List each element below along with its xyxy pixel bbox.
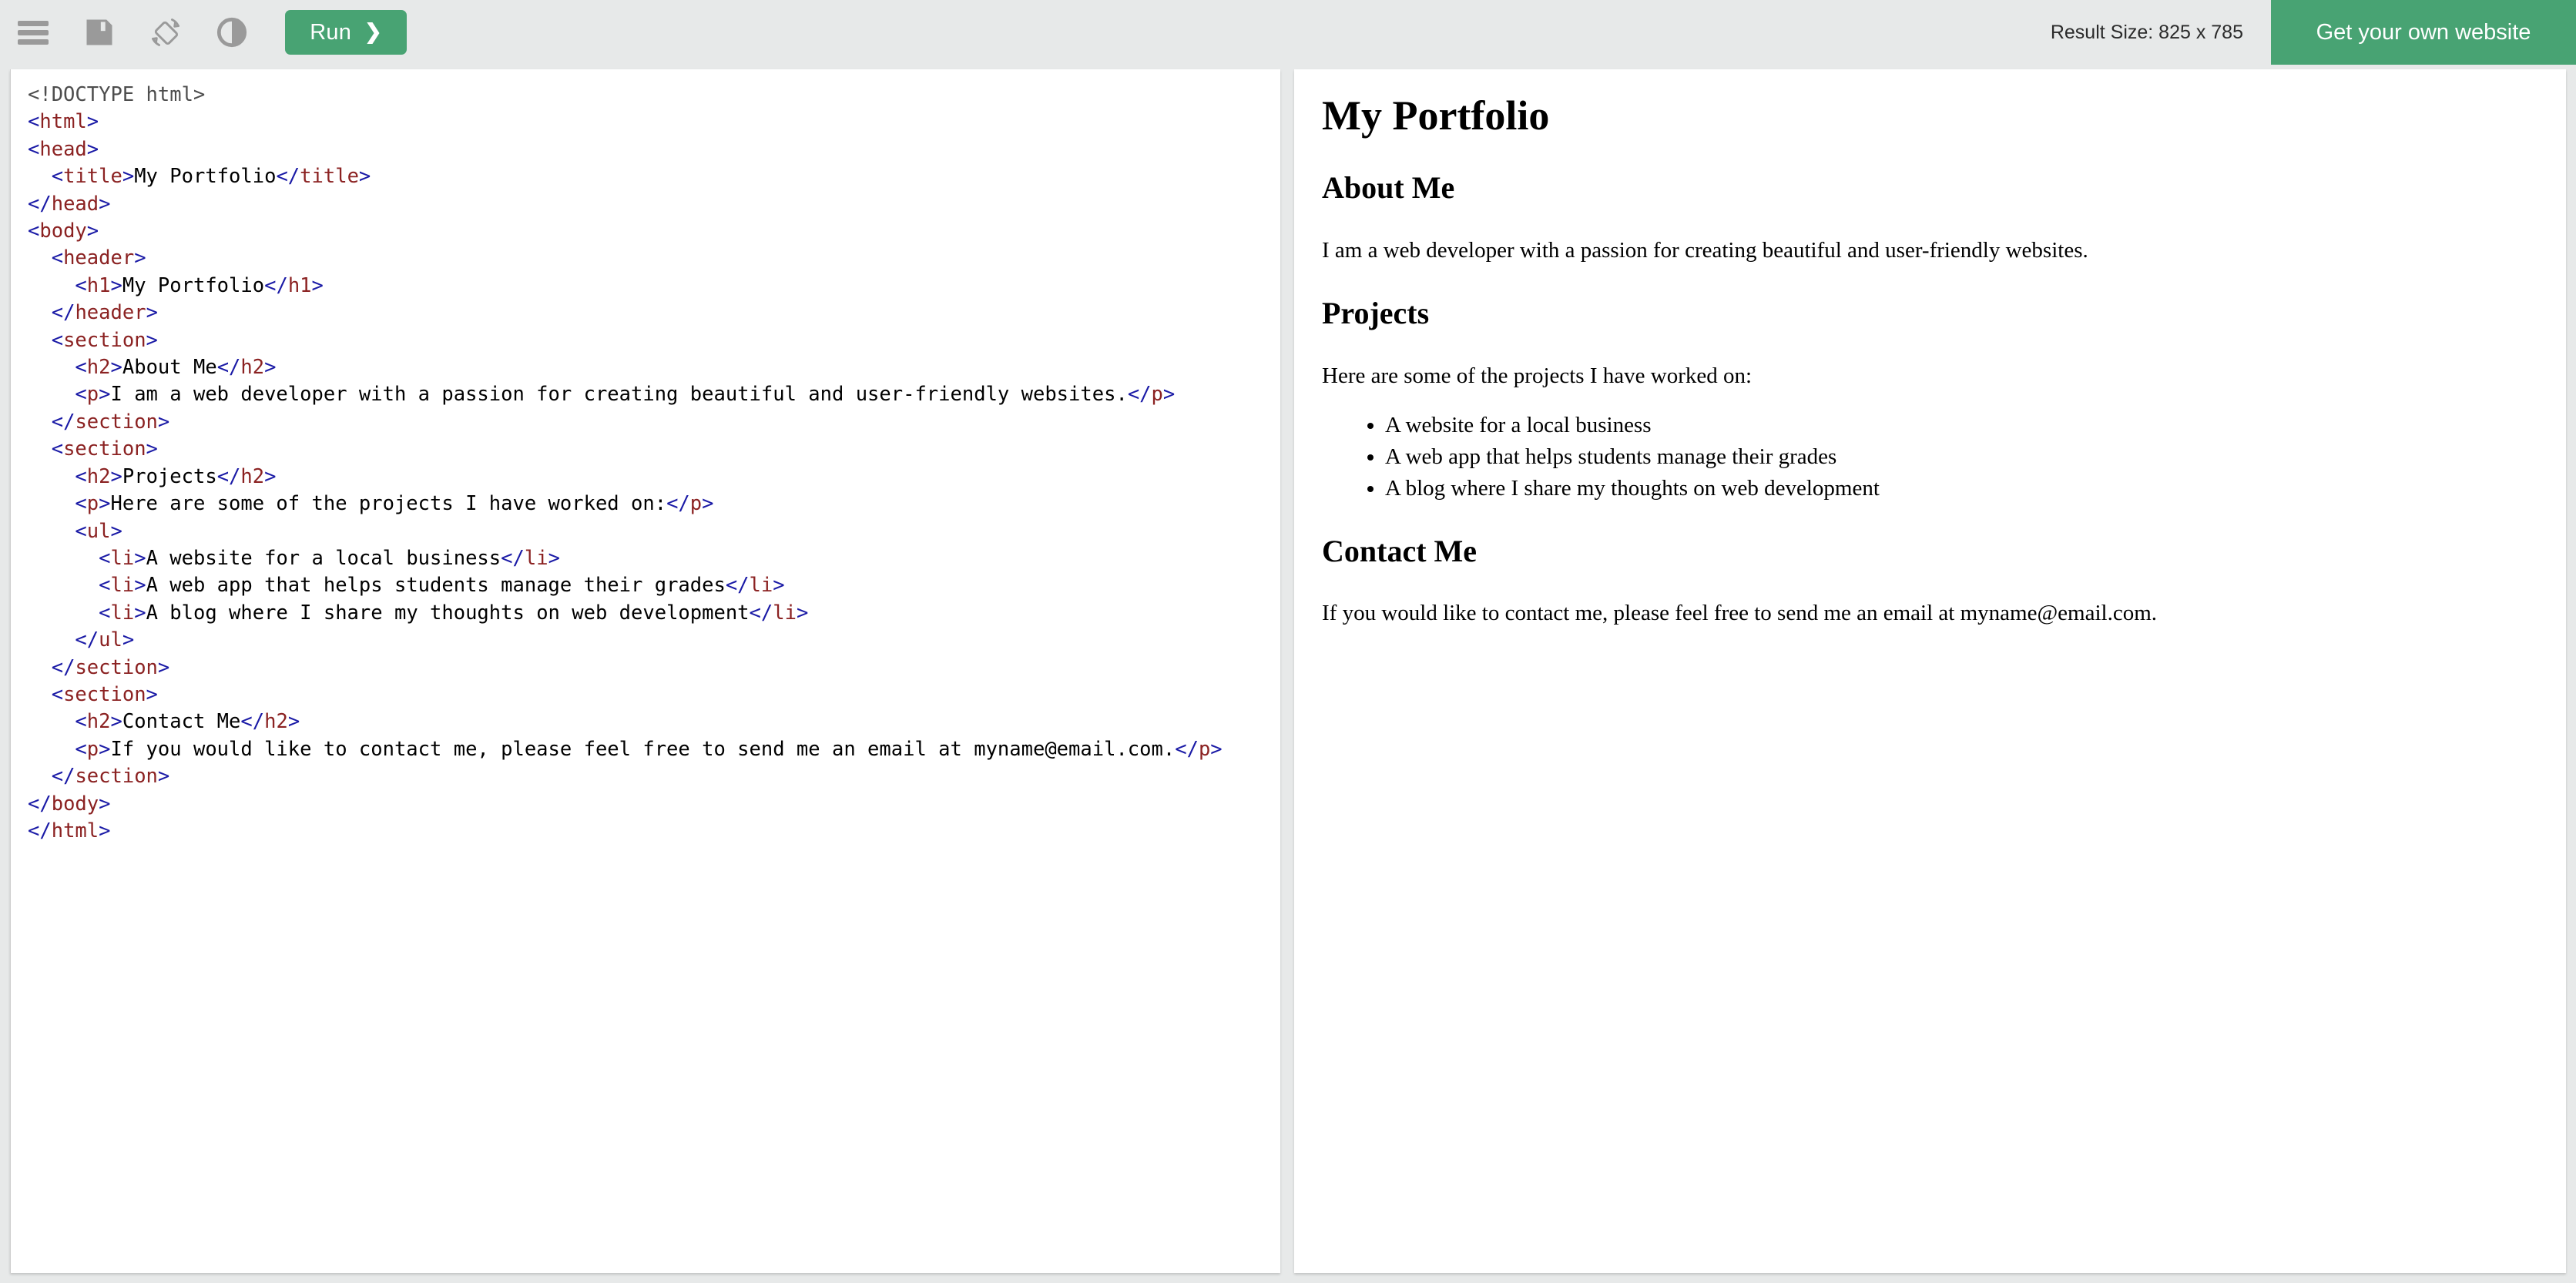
code-token-punct: > bbox=[122, 628, 135, 652]
code-line bbox=[28, 736, 1280, 763]
code-line bbox=[28, 109, 1280, 136]
code-token-tag: ul bbox=[99, 628, 122, 652]
code-line bbox=[28, 354, 1280, 381]
code-token-tag: p bbox=[1198, 737, 1211, 761]
run-button[interactable] bbox=[285, 10, 407, 55]
list-item: • A website for a local business bbox=[1385, 413, 2537, 439]
code-token-punct: > bbox=[110, 464, 122, 488]
code-token-punct: > bbox=[264, 464, 277, 488]
toolbar-right-group bbox=[2051, 0, 2576, 65]
code-line bbox=[28, 136, 1280, 163]
code-line bbox=[28, 409, 1280, 436]
code-line bbox=[28, 163, 1280, 190]
code-token-punct: < bbox=[28, 137, 40, 161]
code-token-tag: li bbox=[773, 601, 797, 625]
code-token-punct: </ bbox=[749, 601, 773, 625]
menu-icon bbox=[18, 21, 49, 45]
code-token-punct: > bbox=[86, 110, 99, 134]
code-token-text: My Portfolio bbox=[122, 273, 265, 297]
code-token-punct: < bbox=[51, 437, 64, 461]
code-token-tag: p bbox=[86, 383, 99, 407]
code-token-text: My Portfolio bbox=[134, 165, 277, 189]
code-token-tag: p bbox=[1151, 383, 1163, 407]
code-token-punct: </ bbox=[51, 301, 75, 325]
code-token-text: A blog where I share my thoughts on web development bbox=[146, 601, 750, 625]
code-token-punct: < bbox=[75, 519, 87, 543]
code-token-punct: </ bbox=[501, 546, 525, 570]
code-line bbox=[28, 655, 1280, 682]
code-line bbox=[28, 191, 1280, 218]
code-token-punct: < bbox=[28, 219, 40, 243]
code-token-tag: title bbox=[300, 165, 359, 189]
code-token-punct: </ bbox=[28, 792, 52, 816]
code-token-punct: > bbox=[146, 301, 158, 325]
contrast-icon bbox=[215, 15, 249, 49]
workspace bbox=[0, 65, 2576, 1283]
code-token-tag: h2 bbox=[86, 710, 111, 734]
code-token-text: I am a web developer with a passion for creating beautiful and user-friendly websites. bbox=[110, 383, 1128, 407]
code-token-tag: head bbox=[51, 192, 99, 216]
code-token-text: About Me bbox=[122, 356, 217, 380]
paragraph: If you would like to contact me, please feel free to send me an email at myname@email.com. bbox=[1322, 601, 2158, 626]
code-token-punct: > bbox=[146, 437, 158, 461]
code-token-punct: < bbox=[75, 273, 87, 297]
paragraph: I am a web developer with a passion for creating beautiful and user-friendly websites. bbox=[1322, 238, 2088, 263]
menu-button[interactable] bbox=[0, 0, 66, 65]
code-token-punct: </ bbox=[240, 710, 265, 734]
code-token-punct: </ bbox=[28, 192, 52, 216]
code-token-punct: > bbox=[99, 792, 111, 816]
list-item: • A blog where I share my thoughts on web development bbox=[1385, 476, 2537, 502]
code-token-tag: p bbox=[86, 737, 99, 761]
code-token-punct: < bbox=[28, 110, 40, 134]
code-line bbox=[28, 381, 1280, 408]
code-token-punct: > bbox=[146, 328, 158, 352]
code-token-tag: header bbox=[63, 246, 135, 270]
code-line bbox=[28, 300, 1280, 327]
code-token-punct: </ bbox=[264, 273, 288, 297]
save-icon bbox=[82, 15, 116, 49]
code-token-tag: body bbox=[39, 219, 87, 243]
code-token-tag: h2 bbox=[240, 464, 265, 488]
code-token-punct: </ bbox=[1175, 737, 1199, 761]
code-token-tag: li bbox=[524, 546, 548, 570]
code-token-punct: < bbox=[75, 737, 87, 761]
code-token-tag: h2 bbox=[240, 356, 265, 380]
code-token-punct: > bbox=[134, 246, 146, 270]
code-token-punct: < bbox=[75, 464, 87, 488]
code-token-punct: > bbox=[1210, 737, 1223, 761]
section-heading: About Me bbox=[1322, 170, 1455, 206]
code-token-punct: </ bbox=[75, 628, 99, 652]
code-token-text: A website for a local business bbox=[146, 546, 501, 570]
chevron-right-icon: ❯ bbox=[364, 19, 382, 43]
code-line bbox=[28, 818, 1280, 845]
code-token-tag: html bbox=[39, 110, 87, 134]
code-token-tag: h2 bbox=[264, 710, 288, 734]
rendered-page bbox=[1294, 92, 2566, 627]
code-token-punct: > bbox=[99, 192, 111, 216]
code-token-punct: > bbox=[99, 492, 111, 516]
code-token-tag: section bbox=[63, 682, 146, 706]
code-line bbox=[28, 763, 1280, 790]
code-token-tag: body bbox=[51, 792, 99, 816]
code-token-punct: > bbox=[157, 655, 170, 679]
code-token-punct: > bbox=[134, 546, 146, 570]
code-token-punct: > bbox=[358, 165, 371, 189]
get-your-own-website-button[interactable]: Get your own website bbox=[2271, 0, 2576, 65]
code-token-tag: title bbox=[63, 165, 122, 189]
code-token-tag: h1 bbox=[86, 273, 111, 297]
code-editor-panel[interactable] bbox=[10, 69, 1280, 1273]
code-line bbox=[28, 682, 1280, 708]
code-token-tag: section bbox=[63, 437, 146, 461]
code-token-punct: > bbox=[86, 137, 99, 161]
code-token-punct: < bbox=[99, 546, 111, 570]
code-token-text: A web app that helps students manage their grades bbox=[146, 574, 726, 598]
code-line bbox=[28, 572, 1280, 599]
code-token-tag: header bbox=[75, 301, 146, 325]
code-line bbox=[28, 600, 1280, 627]
code-token-punct: </ bbox=[216, 464, 241, 488]
code-token-tag: section bbox=[63, 328, 146, 352]
code-token-text: Contact Me bbox=[122, 710, 241, 734]
code-token-text: If you would like to contact me, please feel free to send me an email at myname@email.com. bbox=[110, 737, 1176, 761]
code-token-tag: section bbox=[75, 410, 158, 434]
code-token-punct: </ bbox=[725, 574, 750, 598]
code-token-punct: > bbox=[99, 819, 111, 842]
code-line bbox=[28, 82, 1280, 109]
code-token-punct: < bbox=[51, 328, 64, 352]
orientation-button[interactable] bbox=[132, 0, 199, 65]
code-token-punct: > bbox=[287, 710, 300, 734]
code-token-punct: > bbox=[99, 383, 111, 407]
page-title: My Portfolio bbox=[1322, 92, 1550, 139]
code-editor-content[interactable] bbox=[11, 69, 1280, 845]
section-heading: Contact Me bbox=[1322, 533, 1478, 568]
code-line bbox=[28, 491, 1280, 518]
contrast-button[interactable] bbox=[199, 0, 265, 65]
code-line bbox=[28, 245, 1280, 272]
code-token-tag: head bbox=[39, 137, 87, 161]
code-line bbox=[28, 708, 1280, 735]
code-token-punct: > bbox=[134, 601, 146, 625]
code-token-punct: < bbox=[51, 246, 64, 270]
code-token-punct: </ bbox=[216, 356, 241, 380]
code-line bbox=[28, 518, 1280, 545]
toolbar bbox=[0, 0, 2576, 65]
code-token-tag: h2 bbox=[86, 464, 111, 488]
code-token-punct: < bbox=[75, 356, 87, 380]
code-token-punct: < bbox=[99, 601, 111, 625]
code-token-punct: > bbox=[86, 219, 99, 243]
code-token-punct: < bbox=[75, 383, 87, 407]
code-token-punct: > bbox=[702, 492, 714, 516]
code-token-tag: html bbox=[51, 819, 99, 842]
code-token-tag: section bbox=[75, 765, 158, 789]
code-token-tag: li bbox=[110, 601, 135, 625]
code-token-punct: > bbox=[122, 165, 135, 189]
code-token-punct: < bbox=[51, 165, 64, 189]
code-token-punct: > bbox=[548, 546, 560, 570]
code-token-text: Here are some of the projects I have worked on: bbox=[110, 492, 667, 516]
code-line bbox=[28, 436, 1280, 463]
code-token-punct: </ bbox=[51, 410, 75, 434]
code-line bbox=[28, 464, 1280, 491]
code-token-punct: < bbox=[99, 574, 111, 598]
code-line bbox=[28, 791, 1280, 818]
projects-list bbox=[1322, 413, 2537, 502]
code-token-punct: > bbox=[773, 574, 785, 598]
section-heading: Projects bbox=[1322, 296, 1430, 331]
code-token-tag: li bbox=[110, 574, 135, 598]
code-token-punct: > bbox=[1162, 383, 1176, 407]
code-token-punct: </ bbox=[666, 492, 690, 516]
code-token-punct: > bbox=[796, 601, 809, 625]
code-token-punct: > bbox=[157, 765, 170, 789]
code-token-tag: h1 bbox=[287, 273, 312, 297]
code-token-punct: </ bbox=[276, 165, 300, 189]
code-token-tag: ul bbox=[86, 519, 111, 543]
code-token-punct: > bbox=[157, 410, 170, 434]
list-item: • A web app that helps students manage their grades bbox=[1385, 444, 2537, 471]
code-token-tag: p bbox=[86, 492, 99, 516]
code-token-punct: </ bbox=[28, 819, 52, 842]
code-token-punct: > bbox=[110, 519, 122, 543]
code-token-punct: </ bbox=[51, 655, 75, 679]
code-token-punct: > bbox=[134, 574, 146, 598]
code-token-punct: > bbox=[146, 682, 158, 706]
code-token-punct: </ bbox=[51, 765, 75, 789]
code-line bbox=[28, 273, 1280, 300]
code-token-tag: p bbox=[689, 492, 703, 516]
code-token-tag: h2 bbox=[86, 356, 111, 380]
save-button[interactable] bbox=[66, 0, 132, 65]
code-token-punct: > bbox=[264, 356, 277, 380]
code-token-punct: < bbox=[51, 682, 64, 706]
code-token-punct: > bbox=[99, 737, 111, 761]
run-button-label: Run bbox=[310, 19, 352, 45]
code-token-punct: > bbox=[311, 273, 324, 297]
code-token-punct: > bbox=[110, 273, 122, 297]
code-token-punct: < bbox=[75, 710, 87, 734]
preview-panel bbox=[1294, 69, 2566, 1273]
code-token-tag: li bbox=[110, 546, 135, 570]
code-line bbox=[28, 627, 1280, 654]
code-token-tag: section bbox=[75, 655, 158, 679]
code-token-punct: > bbox=[110, 710, 122, 734]
code-token-punct: > bbox=[110, 356, 122, 380]
result-size-label: Result Size: 825 x 785 bbox=[2050, 21, 2243, 43]
code-token-punct: </ bbox=[1127, 383, 1152, 407]
code-line bbox=[28, 545, 1280, 572]
code-token-text: Projects bbox=[122, 464, 217, 488]
code-token-punct: < bbox=[75, 492, 87, 516]
code-line bbox=[28, 327, 1280, 354]
code-token-doctype: <!DOCTYPE html> bbox=[28, 83, 206, 106]
code-token-tag: li bbox=[749, 574, 773, 598]
paragraph: Here are some of the projects I have worked on: bbox=[1322, 363, 1753, 388]
code-line bbox=[28, 218, 1280, 245]
rotate-icon bbox=[148, 15, 183, 50]
